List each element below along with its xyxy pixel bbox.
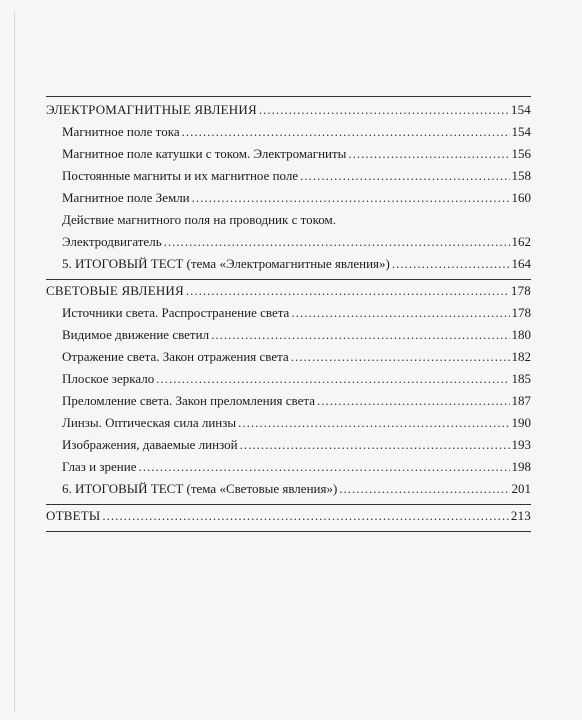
section-page: 154: [510, 102, 531, 117]
entry-page: 182: [511, 349, 531, 364]
entry-title-line1: Действие магнитного поля на проводник с током.: [62, 212, 336, 227]
toc-entry: [46, 165, 531, 187]
section-page: 213: [510, 508, 531, 523]
toc-entry: [46, 456, 531, 478]
entry-page: 180: [511, 327, 531, 342]
dot-leader: [291, 346, 510, 368]
dot-leader: [138, 456, 509, 478]
entry-page: 162: [511, 234, 531, 249]
entry-title: Линзы. Оптическая сила линзы: [62, 415, 237, 430]
entry-page: 185: [511, 371, 531, 386]
section-answers: [46, 505, 531, 527]
section-heading: [46, 99, 531, 121]
dot-leader: [291, 302, 509, 324]
bottom-rule: [46, 531, 531, 532]
dot-leader: [102, 505, 508, 527]
dot-leader: [317, 390, 510, 412]
dot-leader: [348, 143, 509, 165]
entry-title: Отражение света. Закон отражения света: [62, 349, 289, 364]
section-heading: [46, 280, 531, 302]
dot-leader: [238, 412, 509, 434]
toc-entry: [46, 302, 531, 324]
dot-leader: [186, 280, 509, 302]
entry-title: Плоское зеркало: [62, 371, 155, 386]
dot-leader: [259, 99, 509, 121]
dot-leader: [240, 434, 510, 456]
section-title: ЭЛЕКТРОМАГНИТНЫЕ ЯВЛЕНИЯ: [46, 102, 257, 117]
entry-title: Источники света. Распространение света: [62, 305, 290, 320]
dot-leader: [300, 165, 509, 187]
dot-leader: [164, 231, 510, 253]
dot-leader: [156, 368, 509, 390]
section-electromagnetic: [46, 99, 531, 275]
entry-title: Постоянные магниты и их магнитное поле: [62, 168, 299, 183]
top-rule: [46, 96, 531, 97]
dot-leader: [211, 324, 509, 346]
entry-title: Преломление света. Закон преломления света: [62, 393, 315, 408]
entry-title-line2: Электродвигатель: [62, 234, 162, 249]
dot-leader: [392, 253, 510, 275]
entry-page: 158: [511, 168, 531, 183]
entry-title: Магнитное поле Земли: [62, 190, 190, 205]
toc-entry: [46, 324, 531, 346]
entry-page: 198: [511, 459, 531, 474]
entry-title: Изображения, даваемые линзой: [62, 437, 238, 452]
entry-page: 156: [511, 146, 531, 161]
toc-entry: [46, 434, 531, 456]
entry-title: Видимое движение светил: [62, 327, 210, 342]
entry-title: Магнитное поле катушки с током. Электромагниты: [62, 146, 347, 161]
toc-entry: [46, 253, 531, 275]
entry-page: 187: [511, 393, 531, 408]
entry-page: 154: [511, 124, 531, 139]
entry-title: 6. ИТОГОВЫЙ ТЕСТ (тема «Световые явления»): [62, 481, 338, 496]
dot-leader: [182, 121, 510, 143]
dot-leader: [192, 187, 510, 209]
section-title: СВЕТОВЫЕ ЯВЛЕНИЯ: [46, 283, 184, 298]
dot-leader: [339, 478, 509, 500]
toc-entry: [46, 231, 531, 253]
entry-page: 164: [511, 256, 531, 271]
entry-title: Магнитное поле тока: [62, 124, 180, 139]
entry-page: 201: [511, 481, 531, 496]
toc-entry: [46, 390, 531, 412]
section-heading: [46, 505, 531, 527]
entry-title: Глаз и зрение: [62, 459, 137, 474]
toc-entry: [46, 412, 531, 434]
toc-entry: [46, 368, 531, 390]
toc-entry: [46, 346, 531, 368]
entry-page: 193: [511, 437, 531, 452]
section-page: 178: [510, 283, 531, 298]
toc-entry: [46, 478, 531, 500]
entry-title: 5. ИТОГОВЫЙ ТЕСТ (тема «Электромагнитные явления»): [62, 256, 390, 271]
entry-page: 178: [511, 305, 531, 320]
section-light: [46, 280, 531, 500]
entry-page: 190: [511, 415, 531, 430]
section-title: ОТВЕТЫ: [46, 508, 101, 523]
toc-entry: [46, 187, 531, 209]
entry-page: 160: [511, 190, 531, 205]
table-of-contents: [46, 96, 531, 532]
toc-entry: [46, 143, 531, 165]
toc-entry: [46, 121, 531, 143]
